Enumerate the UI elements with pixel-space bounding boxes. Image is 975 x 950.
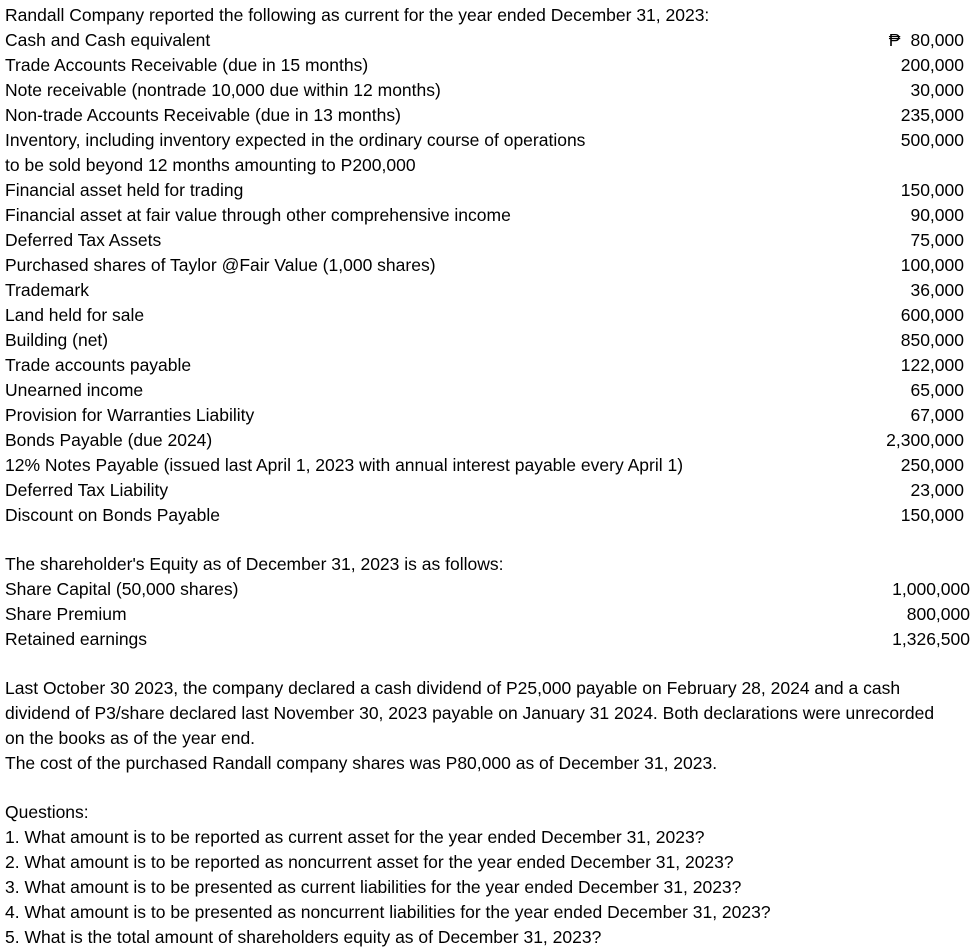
item-amount: 600,000 [900,305,964,325]
item-amount: 75,000 [910,230,964,250]
item-label: Deferred Tax Liability [5,480,169,500]
items-list [5,28,970,528]
item-label: Non-trade Accounts Receivable (due in 13 months) [5,105,401,125]
question: 1. What amount is to be reported as current asset for the year ended December 31, 2023? [5,827,705,847]
cost-note: The cost of the purchased Randall company shares was P80,000 as of December 31, 2023. [5,753,718,773]
item-amount: 100,000 [900,255,964,275]
item-label: to be sold beyond 12 months amounting to P200,000 [5,155,416,175]
item-amount: 235,000 [900,105,964,125]
list-item [5,453,970,478]
list-item [5,378,970,403]
item-label: Financial asset held for trading [5,180,244,200]
item-label: Trade accounts payable [5,355,192,375]
list-item [5,128,970,153]
question: 4. What amount is to be presented as noncurrent liabilities for the year ended December 31, 2023? [5,902,771,922]
equity-label: Share Capital (50,000 shares) [5,579,239,599]
question: 2. What amount is to be reported as noncurrent asset for the year ended December 31, 2023? [5,852,734,872]
question: 3. What amount is to be presented as current liabilities for the year ended December 31, 2023? [5,877,742,897]
list-item [5,627,970,652]
item-amount: 500,000 [900,130,964,150]
equity-intro: The shareholder's Equity as of December 31, 2023 is as follows: [5,554,504,574]
item-amount: 67,000 [910,405,964,425]
item-label: Trade Accounts Receivable (due in 15 months) [5,55,369,75]
list-item [5,203,970,228]
list-item [5,478,970,503]
item-label: Land held for sale [5,305,145,325]
item-label: Inventory, including inventory expected in the ordinary course of operations [5,130,586,150]
item-amount: 65,000 [910,380,964,400]
list-item [5,228,970,253]
list-item [5,353,970,378]
document [5,3,970,950]
list-item [5,577,970,602]
item-label: Provision for Warranties Liability [5,405,255,425]
list-item [5,253,970,278]
item-label: Deferred Tax Assets [5,230,162,250]
item-amount: 122,000 [900,355,964,375]
item-amount: 36,000 [910,280,964,300]
item-label: Discount on Bonds Payable [5,505,220,525]
list-item [5,503,970,528]
item-amount: 150,000 [900,180,964,200]
list-item [5,602,970,627]
item-amount: 90,000 [910,205,964,225]
item-amount: 30,000 [910,80,964,100]
list-item [5,28,970,53]
item-amount: 150,000 [900,505,964,525]
equity-label: Share Premium [5,604,127,624]
equity-amount: 800,000 [906,604,970,624]
item-label: Bonds Payable (due 2024) [5,430,213,450]
item-label: Purchased shares of Taylor @Fair Value (1,000 shares) [5,255,436,275]
item-amount: 850,000 [900,330,964,350]
list-item [5,78,970,103]
notes-paragraph: Last October 30 2023, the company declared a cash dividend of P25,000 payable on February 28, 2024 and a cash dividend of P3/share declared last November 30, 2023 payable on January 31 2024. Both declarations were unrecorded on the books as of the year end. [5,678,935,748]
peso-sign: ₱ [888,30,901,50]
list-item [5,278,970,303]
item-label: Cash and Cash equivalent [5,30,211,50]
list-item [5,53,970,78]
intro-text: Randall Company reported the following as current for the year ended December 31, 2023: [5,5,710,25]
list-item [5,178,970,203]
item-label: Financial asset at fair value through other comprehensive income [5,205,511,225]
equity-amount: 1,326,500 [892,629,970,649]
equity-list [5,577,970,652]
list-item [5,428,970,453]
list-item [5,103,970,128]
item-label: Unearned income [5,380,144,400]
questions-list [5,825,970,950]
item-amount: ₱ 80,000 [889,28,964,53]
item-amount: 200,000 [900,55,964,75]
list-item [5,303,970,328]
list-item [5,328,970,353]
item-label: Trademark [5,280,89,300]
question: 5. What is the total amount of shareholders equity as of December 31, 2023? [5,927,602,947]
item-amount: 250,000 [900,455,964,475]
questions-heading: Questions: [5,802,89,822]
item-amount: 23,000 [910,480,964,500]
equity-label: Retained earnings [5,629,148,649]
item-label: 12% Notes Payable (issued last April 1, 2023 with annual interest payable every April 1) [5,455,684,475]
list-item [5,153,970,178]
equity-amount: 1,000,000 [892,579,970,599]
item-amount: 2,300,000 [886,430,964,450]
item-label: Note receivable (nontrade 10,000 due within 12 months) [5,80,441,100]
item-label: Building (net) [5,330,109,350]
list-item [5,403,970,428]
